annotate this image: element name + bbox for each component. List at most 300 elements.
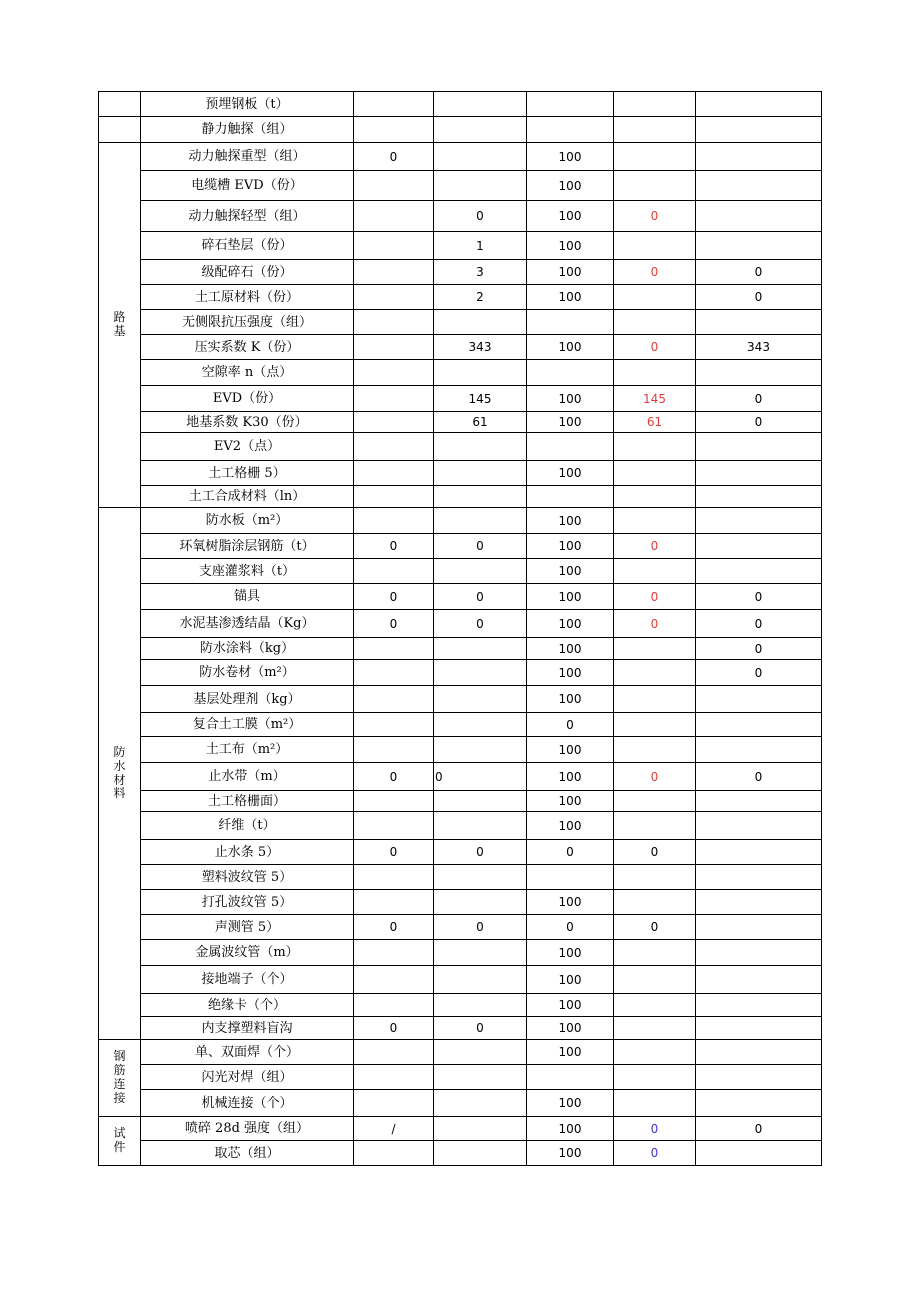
col2-value: 0 xyxy=(434,201,527,232)
group-label-blank xyxy=(99,117,141,143)
col2-value xyxy=(434,994,527,1017)
col5-value xyxy=(696,940,822,966)
col3-value: 0 xyxy=(527,915,614,940)
col2-value: 1 xyxy=(434,232,527,260)
col1-value xyxy=(354,660,434,686)
col3-value: 100 xyxy=(527,335,614,360)
col2-value xyxy=(434,737,527,763)
col2-value xyxy=(434,1065,527,1090)
col1-value xyxy=(354,1040,434,1065)
table-row xyxy=(99,610,822,638)
table-row xyxy=(99,940,822,966)
col3-value: 100 xyxy=(527,890,614,915)
col2-value xyxy=(434,940,527,966)
col5-value xyxy=(696,171,822,201)
item-name: 止水条 5） xyxy=(141,840,354,865)
item-name: 复合土工膜（m²） xyxy=(141,713,354,737)
col2-value xyxy=(434,360,527,386)
col2-value xyxy=(434,1141,527,1166)
col4-value: 0 xyxy=(614,1141,696,1166)
item-name: EV2（点） xyxy=(141,433,354,461)
item-name: 声测管 5） xyxy=(141,915,354,940)
item-name: 喷碎 28d 强度（组） xyxy=(141,1117,354,1141)
table-row xyxy=(99,117,822,143)
table-row xyxy=(99,461,822,486)
group-label-text: 试件 xyxy=(113,1126,126,1154)
table-row xyxy=(99,486,822,508)
item-name: 环氧树脂涂层钢筋（t） xyxy=(141,534,354,559)
table-row xyxy=(99,865,822,890)
col4-value: 0 xyxy=(614,915,696,940)
col1-value: 0 xyxy=(354,840,434,865)
col2-value xyxy=(434,660,527,686)
col5-value xyxy=(696,1040,822,1065)
col2-value xyxy=(434,791,527,812)
col5-value xyxy=(696,559,822,584)
col4-value: 0 xyxy=(614,1117,696,1141)
col5-value: 0 xyxy=(696,660,822,686)
col1-value: 0 xyxy=(354,763,434,791)
col4-value xyxy=(614,508,696,534)
col3-value: 100 xyxy=(527,232,614,260)
col1-value xyxy=(354,232,434,260)
col3-value xyxy=(527,360,614,386)
col5-value xyxy=(696,486,822,508)
col2-value xyxy=(434,713,527,737)
col4-value xyxy=(614,638,696,660)
table-row xyxy=(99,310,822,335)
col1-value xyxy=(354,966,434,994)
group-label-specimen xyxy=(99,1117,141,1166)
col4-value xyxy=(614,686,696,713)
col1-value xyxy=(354,1141,434,1166)
col2-value: 0 xyxy=(434,915,527,940)
col1-value: 0 xyxy=(354,143,434,171)
item-name: 预埋钢板（t） xyxy=(141,92,354,117)
col4-value xyxy=(614,486,696,508)
col1-value xyxy=(354,171,434,201)
group-label-subgrade xyxy=(99,143,141,508)
item-name: 基层处理剂（kg） xyxy=(141,686,354,713)
table-row xyxy=(99,791,822,812)
table-row xyxy=(99,260,822,285)
item-name: 动力触探轻型（组） xyxy=(141,201,354,232)
col1-value xyxy=(354,559,434,584)
col1-value xyxy=(354,865,434,890)
col2-value xyxy=(434,812,527,840)
col5-value: 0 xyxy=(696,260,822,285)
table-row xyxy=(99,1040,822,1065)
col3-value: 100 xyxy=(527,1141,614,1166)
item-name: 止水带（m） xyxy=(141,763,354,791)
item-name: EVD（份） xyxy=(141,386,354,412)
group-label-rebar-connection xyxy=(99,1040,141,1117)
group-label-blank xyxy=(99,92,141,117)
col5-value: 0 xyxy=(696,285,822,310)
col4-value xyxy=(614,285,696,310)
item-name: 防水卷材（m²） xyxy=(141,660,354,686)
col1-value xyxy=(354,360,434,386)
col5-value xyxy=(696,915,822,940)
col5-value: 0 xyxy=(696,584,822,610)
col1-value xyxy=(354,201,434,232)
col1-value xyxy=(354,285,434,310)
col5-value xyxy=(696,117,822,143)
col1-value: 0 xyxy=(354,610,434,638)
col1-value xyxy=(354,791,434,812)
item-name: 机械连接（个） xyxy=(141,1090,354,1117)
col5-value: 0 xyxy=(696,638,822,660)
col2-value: 3 xyxy=(434,260,527,285)
col5-value xyxy=(696,1090,822,1117)
col1-value: 0 xyxy=(354,584,434,610)
col2-value xyxy=(434,890,527,915)
col2-value xyxy=(434,433,527,461)
item-name: 防水涂料（kg） xyxy=(141,638,354,660)
col3-value: 0 xyxy=(527,840,614,865)
col3-value: 100 xyxy=(527,686,614,713)
col2-value xyxy=(434,117,527,143)
col3-value xyxy=(527,433,614,461)
col4-value xyxy=(614,940,696,966)
col4-value xyxy=(614,812,696,840)
col1-value: 0 xyxy=(354,534,434,559)
col2-value: 343 xyxy=(434,335,527,360)
col2-value: 61 xyxy=(434,412,527,433)
table-row xyxy=(99,812,822,840)
col4-value xyxy=(614,461,696,486)
col2-value: 0 xyxy=(434,610,527,638)
col3-value xyxy=(527,865,614,890)
col2-value: 0 xyxy=(434,534,527,559)
col3-value: 100 xyxy=(527,812,614,840)
col3-value: 100 xyxy=(527,260,614,285)
table-row xyxy=(99,534,822,559)
group-label-text: 钢筋连接 xyxy=(113,1049,126,1105)
col4-value: 0 xyxy=(614,335,696,360)
col4-value xyxy=(614,232,696,260)
col5-value: 343 xyxy=(696,335,822,360)
col3-value: 0 xyxy=(527,713,614,737)
col4-value xyxy=(614,660,696,686)
item-name: 金属波纹管（m） xyxy=(141,940,354,966)
col4-value xyxy=(614,1090,696,1117)
col3-value: 100 xyxy=(527,1090,614,1117)
col5-value: 0 xyxy=(696,412,822,433)
col4-value xyxy=(614,1040,696,1065)
col3-value: 100 xyxy=(527,508,614,534)
col5-value xyxy=(696,865,822,890)
col5-value xyxy=(696,791,822,812)
table-row xyxy=(99,386,822,412)
col5-value xyxy=(696,966,822,994)
col4-value: 145 xyxy=(614,386,696,412)
col3-value xyxy=(527,1065,614,1090)
table-row xyxy=(99,232,822,260)
col4-value xyxy=(614,360,696,386)
table-row xyxy=(99,559,822,584)
col1-value xyxy=(354,1065,434,1090)
col5-value xyxy=(696,713,822,737)
item-name: 动力触探重型（组） xyxy=(141,143,354,171)
col1-value xyxy=(354,92,434,117)
col5-value xyxy=(696,232,822,260)
col2-value xyxy=(434,92,527,117)
col4-value: 0 xyxy=(614,584,696,610)
item-name: 压实系数 K（份） xyxy=(141,335,354,360)
col3-value: 100 xyxy=(527,386,614,412)
col3-value xyxy=(527,486,614,508)
item-name: 地基系数 K30（份） xyxy=(141,412,354,433)
item-name: 碎石垫层（份） xyxy=(141,232,354,260)
col4-value: 61 xyxy=(614,412,696,433)
item-name: 水泥基渗透结晶（Kg） xyxy=(141,610,354,638)
col4-value xyxy=(614,1017,696,1040)
item-name: 静力触探（组） xyxy=(141,117,354,143)
col5-value: 0 xyxy=(696,763,822,791)
col5-value xyxy=(696,143,822,171)
col5-value xyxy=(696,461,822,486)
table-row xyxy=(99,763,822,791)
table-row xyxy=(99,360,822,386)
table-row xyxy=(99,285,822,310)
col5-value xyxy=(696,310,822,335)
col5-value xyxy=(696,1017,822,1040)
col3-value xyxy=(527,310,614,335)
col3-value xyxy=(527,117,614,143)
col3-value: 100 xyxy=(527,638,614,660)
col3-value: 100 xyxy=(527,285,614,310)
table-row xyxy=(99,1090,822,1117)
col4-value: 0 xyxy=(614,534,696,559)
col2-value xyxy=(434,1117,527,1141)
col5-value: 0 xyxy=(696,1117,822,1141)
col2-value xyxy=(434,1090,527,1117)
item-name: 支座灌浆料（t） xyxy=(141,559,354,584)
col5-value: 0 xyxy=(696,386,822,412)
group-label-waterproofing xyxy=(99,508,141,1040)
col3-value: 100 xyxy=(527,412,614,433)
col1-value: 0 xyxy=(354,1017,434,1040)
table-row xyxy=(99,433,822,461)
col1-value xyxy=(354,737,434,763)
col4-value xyxy=(614,890,696,915)
col2-value xyxy=(434,966,527,994)
col5-value xyxy=(696,92,822,117)
item-name: 取芯（组） xyxy=(141,1141,354,1166)
table-row xyxy=(99,1117,822,1141)
item-name: 土工格栅 5） xyxy=(141,461,354,486)
item-name: 接地端子（个） xyxy=(141,966,354,994)
col1-value xyxy=(354,486,434,508)
col5-value xyxy=(696,686,822,713)
col2-value: 0 xyxy=(434,763,527,791)
col1-value xyxy=(354,1090,434,1117)
col3-value: 100 xyxy=(527,201,614,232)
col1-value: 0 xyxy=(354,915,434,940)
table-row xyxy=(99,686,822,713)
col4-value: 0 xyxy=(614,840,696,865)
col4-value xyxy=(614,791,696,812)
item-name: 纤维（t） xyxy=(141,812,354,840)
item-name: 电缆槽 EVD（份） xyxy=(141,171,354,201)
col4-value: 0 xyxy=(614,201,696,232)
col1-value: / xyxy=(354,1117,434,1141)
col2-value xyxy=(434,171,527,201)
col4-value: 0 xyxy=(614,763,696,791)
table-row xyxy=(99,143,822,171)
col1-value xyxy=(354,812,434,840)
col2-value xyxy=(434,143,527,171)
materials-table xyxy=(98,91,822,1166)
col3-value: 100 xyxy=(527,1017,614,1040)
col1-value xyxy=(354,335,434,360)
col3-value: 100 xyxy=(527,1117,614,1141)
col4-value xyxy=(614,865,696,890)
table-row xyxy=(99,1065,822,1090)
col4-value xyxy=(614,737,696,763)
table-row xyxy=(99,660,822,686)
table-row xyxy=(99,584,822,610)
col1-value xyxy=(354,386,434,412)
col3-value: 100 xyxy=(527,940,614,966)
table-row xyxy=(99,890,822,915)
col5-value xyxy=(696,1141,822,1166)
col2-value xyxy=(434,559,527,584)
item-name: 土工布（m²） xyxy=(141,737,354,763)
item-name: 防水板（m²） xyxy=(141,508,354,534)
col4-value xyxy=(614,559,696,584)
group-label-text: 防水材料 xyxy=(113,744,126,801)
col1-value xyxy=(354,890,434,915)
col1-value xyxy=(354,433,434,461)
col4-value xyxy=(614,143,696,171)
table-row xyxy=(99,335,822,360)
col5-value xyxy=(696,994,822,1017)
col2-value: 0 xyxy=(434,840,527,865)
table-row xyxy=(99,840,822,865)
col3-value: 100 xyxy=(527,461,614,486)
table-row xyxy=(99,92,822,117)
group-label-text: 路基 xyxy=(113,310,126,338)
col4-value: 0 xyxy=(614,260,696,285)
col5-value xyxy=(696,433,822,461)
table-row xyxy=(99,713,822,737)
item-name: 内支撑塑料盲沟 xyxy=(141,1017,354,1040)
col5-value: 0 xyxy=(696,610,822,638)
col3-value: 100 xyxy=(527,584,614,610)
table-row xyxy=(99,1141,822,1166)
col4-value xyxy=(614,310,696,335)
table-row xyxy=(99,171,822,201)
col3-value: 100 xyxy=(527,143,614,171)
col1-value xyxy=(354,940,434,966)
col2-value xyxy=(434,508,527,534)
item-name: 绝缘卡（个） xyxy=(141,994,354,1017)
item-name: 打孔波纹管 5） xyxy=(141,890,354,915)
col5-value xyxy=(696,360,822,386)
table-row xyxy=(99,201,822,232)
col2-value xyxy=(434,865,527,890)
col4-value xyxy=(614,1065,696,1090)
item-name: 土工原材料（份） xyxy=(141,285,354,310)
table-row xyxy=(99,994,822,1017)
col2-value xyxy=(434,638,527,660)
item-name: 闪光对焊（组） xyxy=(141,1065,354,1090)
col2-value: 2 xyxy=(434,285,527,310)
col3-value: 100 xyxy=(527,559,614,584)
col3-value: 100 xyxy=(527,791,614,812)
col4-value xyxy=(614,966,696,994)
item-name: 土工合成材料（ln） xyxy=(141,486,354,508)
col3-value: 100 xyxy=(527,763,614,791)
col2-value xyxy=(434,1040,527,1065)
col3-value: 100 xyxy=(527,994,614,1017)
col3-value: 100 xyxy=(527,1040,614,1065)
col4-value xyxy=(614,994,696,1017)
table-row xyxy=(99,966,822,994)
item-name: 塑料波纹管 5） xyxy=(141,865,354,890)
item-name: 土工格栅面） xyxy=(141,791,354,812)
col3-value: 100 xyxy=(527,966,614,994)
table-row xyxy=(99,508,822,534)
col5-value xyxy=(696,201,822,232)
col4-value xyxy=(614,713,696,737)
col4-value xyxy=(614,117,696,143)
col1-value xyxy=(354,310,434,335)
table-row xyxy=(99,412,822,433)
col1-value xyxy=(354,638,434,660)
col5-value xyxy=(696,890,822,915)
table-row xyxy=(99,737,822,763)
col3-value: 100 xyxy=(527,534,614,559)
item-name: 无侧限抗压强度（组） xyxy=(141,310,354,335)
table-row xyxy=(99,1017,822,1040)
col1-value xyxy=(354,260,434,285)
col5-value xyxy=(696,812,822,840)
col4-value xyxy=(614,433,696,461)
col5-value xyxy=(696,840,822,865)
col2-value xyxy=(434,486,527,508)
col1-value xyxy=(354,461,434,486)
item-name: 锚具 xyxy=(141,584,354,610)
col3-value: 100 xyxy=(527,737,614,763)
col3-value xyxy=(527,92,614,117)
col5-value xyxy=(696,737,822,763)
col3-value: 100 xyxy=(527,610,614,638)
col4-value xyxy=(614,171,696,201)
col5-value xyxy=(696,1065,822,1090)
col1-value xyxy=(354,117,434,143)
col4-value xyxy=(614,92,696,117)
col1-value xyxy=(354,686,434,713)
col2-value xyxy=(434,310,527,335)
item-name: 空隙率 n（点） xyxy=(141,360,354,386)
table-row xyxy=(99,915,822,940)
col3-value: 100 xyxy=(527,171,614,201)
col2-value: 145 xyxy=(434,386,527,412)
col1-value xyxy=(354,412,434,433)
col1-value xyxy=(354,508,434,534)
col2-value: 0 xyxy=(434,1017,527,1040)
col2-value xyxy=(434,461,527,486)
col1-value xyxy=(354,994,434,1017)
col5-value xyxy=(696,534,822,559)
col1-value xyxy=(354,713,434,737)
item-name: 单、双面焊（个） xyxy=(141,1040,354,1065)
col4-value: 0 xyxy=(614,610,696,638)
col2-value: 0 xyxy=(434,584,527,610)
